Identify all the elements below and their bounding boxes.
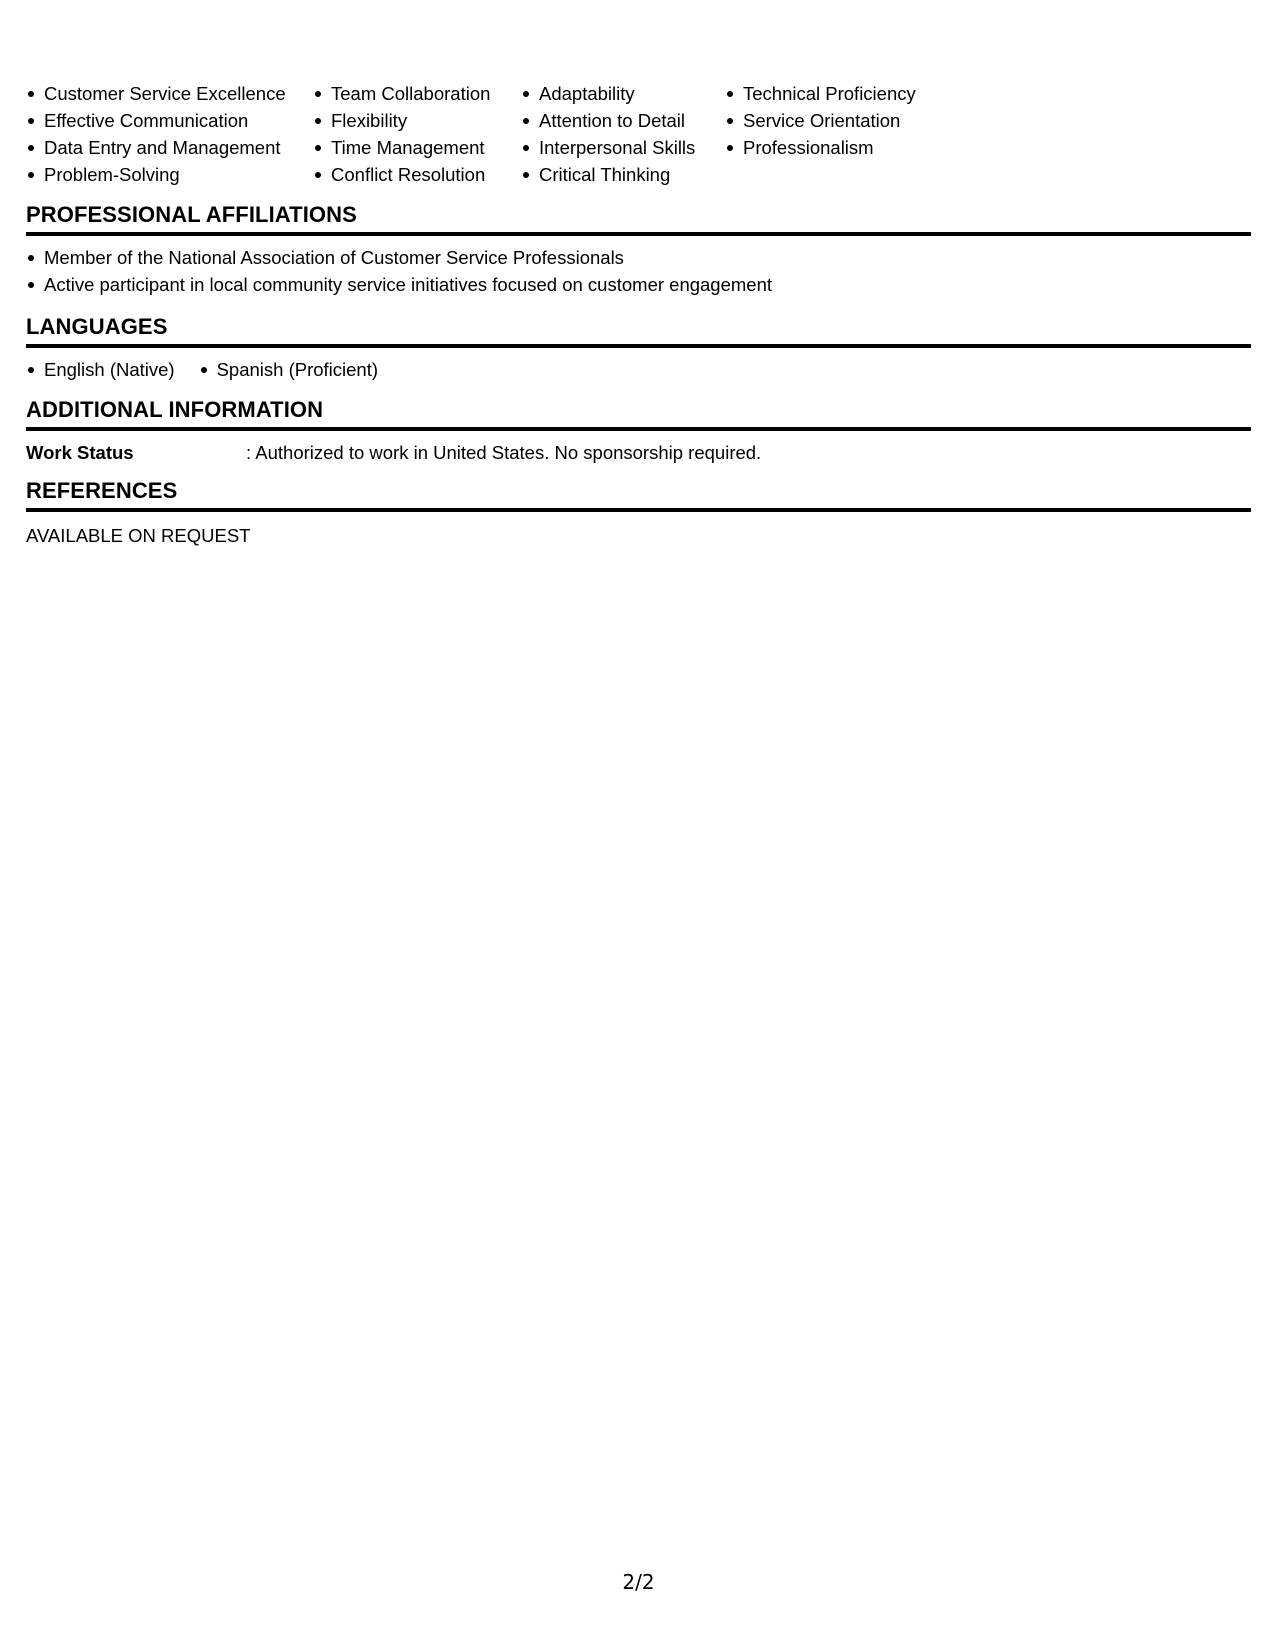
affiliations-list [26,244,1251,298]
affiliation-item: Active participant in local community service initiatives focused on customer engagement [26,271,1251,298]
additional-info-heading: ADDITIONAL INFORMATION [26,397,1251,431]
skills-column-1 [26,80,313,188]
affiliation-item: Member of the National Association of Customer Service Professionals [26,244,1251,271]
affiliations-heading: PROFESSIONAL AFFILIATIONS [26,202,1251,236]
skill-item: Professionalism [725,134,945,161]
skill-item: Data Entry and Management [26,134,313,161]
references-text: AVAILABLE ON REQUEST [26,525,251,546]
work-status-label: Work Status [26,442,134,463]
skill-item: Effective Communication [26,107,313,134]
references-heading: REFERENCES [26,478,1251,512]
skill-item: Interpersonal Skills [521,134,725,161]
skill-item: Attention to Detail [521,107,725,134]
skills-column-3 [521,80,725,188]
languages-heading: LANGUAGES [26,314,1251,348]
skill-item: Conflict Resolution [313,161,521,188]
additional-info-section [26,397,1251,466]
skill-item: Critical Thinking [521,161,725,188]
skill-item: Time Management [313,134,521,161]
skill-item: Service Orientation [725,107,945,134]
language-item: English (Native) [26,356,175,383]
language-item: Spanish (Proficient) [199,356,378,383]
references-section [26,478,1251,549]
skill-item: Problem-Solving [26,161,313,188]
page-number: 2/2 [622,1570,655,1594]
skill-item: Customer Service Excellence [26,80,313,107]
work-status-value: : Authorized to work in United States. No sponsorship required. [246,442,762,463]
skill-item: Flexibility [313,107,521,134]
work-status-row [26,439,1251,466]
skills-list [26,80,945,188]
skill-item: Adaptability [521,80,725,107]
languages-list [26,356,1251,383]
languages-section [26,314,1251,383]
resume-page [26,0,1251,1650]
skill-item: Team Collaboration [313,80,521,107]
skills-column-2 [313,80,521,188]
skill-item: Technical Proficiency [725,80,945,107]
skills-column-4 [725,80,945,188]
affiliations-section [26,202,1251,298]
